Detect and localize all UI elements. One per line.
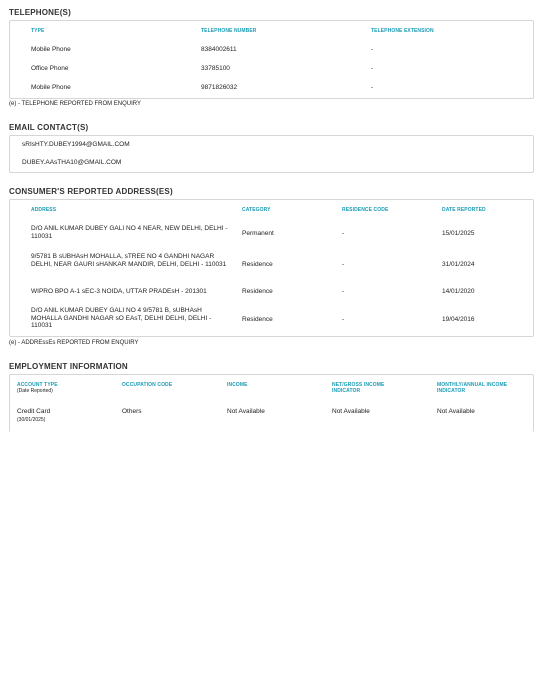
employment-account-type: Credit Card: [17, 408, 51, 415]
employment-table: [9, 374, 534, 432]
address-residence-code: -: [342, 288, 345, 295]
header-residence-code: RESIDENCE CODE: [342, 207, 389, 213]
phone-type: Mobile Phone: [31, 46, 71, 53]
phone-type: Office Phone: [31, 65, 69, 72]
address-text: D/O ANIL KUMAR DUBEY GALI NO 4 9/5781 B, sUBHAsH MOHALLA GANDHI NAGAR sO EAsT, DELHI DELHI, DELHI - 110031: [31, 307, 212, 329]
addresses-table: [9, 199, 534, 337]
header-occupation-code: OCCUPATION CODE: [122, 382, 173, 388]
header-type: TYPE: [31, 28, 45, 34]
address-category: Permanent: [242, 230, 274, 237]
phone-extension: -: [371, 46, 374, 53]
employment-income: Not Available: [227, 408, 265, 415]
header-monthly-annual-income: MONTHLY/ANNUAL INCOME: [437, 382, 508, 388]
employment-monthly: Not Available: [437, 408, 475, 415]
phone-extension: -: [371, 84, 374, 91]
address-category: Residence: [242, 288, 273, 295]
emails-title: EMAIL CONTACT(S): [9, 123, 89, 132]
emails-list: [9, 135, 534, 173]
phone-number: 8384002611: [201, 46, 237, 53]
address-category: Residence: [242, 316, 273, 323]
employment-net-gross: Not Available: [332, 408, 370, 415]
address-category: Residence: [242, 261, 273, 268]
address-date: 31/01/2024: [442, 261, 475, 268]
addresses-title: CONSUMER'S REPORTED ADDRESS(ES): [9, 187, 173, 196]
employment-title: EMPLOYMENT INFORMATION: [9, 362, 128, 371]
header-telephone-number: TELEPHONE NUMBER: [201, 28, 257, 34]
address-date: 19/04/2016: [442, 316, 475, 323]
address-residence-code: -: [342, 230, 345, 237]
telephones-note: (e) - TELEPHONE REPORTED FROM ENQUIRY: [9, 101, 142, 107]
email-item: DUBEY.AAsTHA10@GMAIL.COM: [22, 159, 122, 166]
address-residence-code: -: [342, 316, 345, 323]
telephones-table: [9, 20, 534, 99]
addresses-note: (e) - ADDREssEs REPORTED FROM ENQUIRY: [9, 340, 139, 346]
address-date: 15/01/2025: [442, 230, 475, 237]
address-text: WIPRO BPO A-1 sEC-3 NOIDA, UTTAR PRADEsH - 201301: [31, 288, 207, 295]
address-residence-code: -: [342, 261, 345, 268]
telephones-title: TELEPHONE(S): [9, 8, 71, 17]
header-category: CATEGORY: [242, 207, 271, 213]
address-date: 14/01/2020: [442, 288, 475, 295]
phone-number: 33785100: [201, 65, 230, 72]
address-text: D/O ANIL KUMAR DUBEY GALI NO 4 NEAR, NEW DELHI, DELHI - 110031: [31, 225, 228, 240]
header-net-gross-income: NET/GROSS INCOME: [332, 382, 385, 388]
phone-number: 9871826032: [201, 84, 238, 91]
header-telephone-extension: TELEPHONE EXTENSION: [371, 28, 434, 34]
header-monthly-annual-indicator: INDICATOR: [437, 388, 466, 394]
phone-extension: -: [371, 65, 374, 72]
phone-type: Mobile Phone: [31, 84, 71, 91]
header-account-type: ACCOUNT TYPE: [17, 382, 58, 388]
header-net-gross-indicator: INDICATOR: [332, 388, 361, 394]
header-income: INCOME: [227, 382, 248, 388]
employment-occupation: Others: [122, 408, 142, 415]
email-item: sRIsHTY.DUBEY1994@GMAIL.COM: [22, 141, 130, 148]
header-address: ADDRESS: [31, 207, 57, 213]
address-text: 9/5781 B sUBHAsH MOHALLA, sTREE NO 4 GANDHI NAGAR DELHI, NEAR GAURI sHANKAR MANDIR, DELHI, DELHI - 110031: [31, 253, 227, 268]
header-date-reported: DATE REPORTED: [442, 207, 486, 213]
employment-date-reported: (30/01/2025): [17, 417, 46, 423]
header-date-reported-sub: (Date Reported): [17, 388, 53, 394]
